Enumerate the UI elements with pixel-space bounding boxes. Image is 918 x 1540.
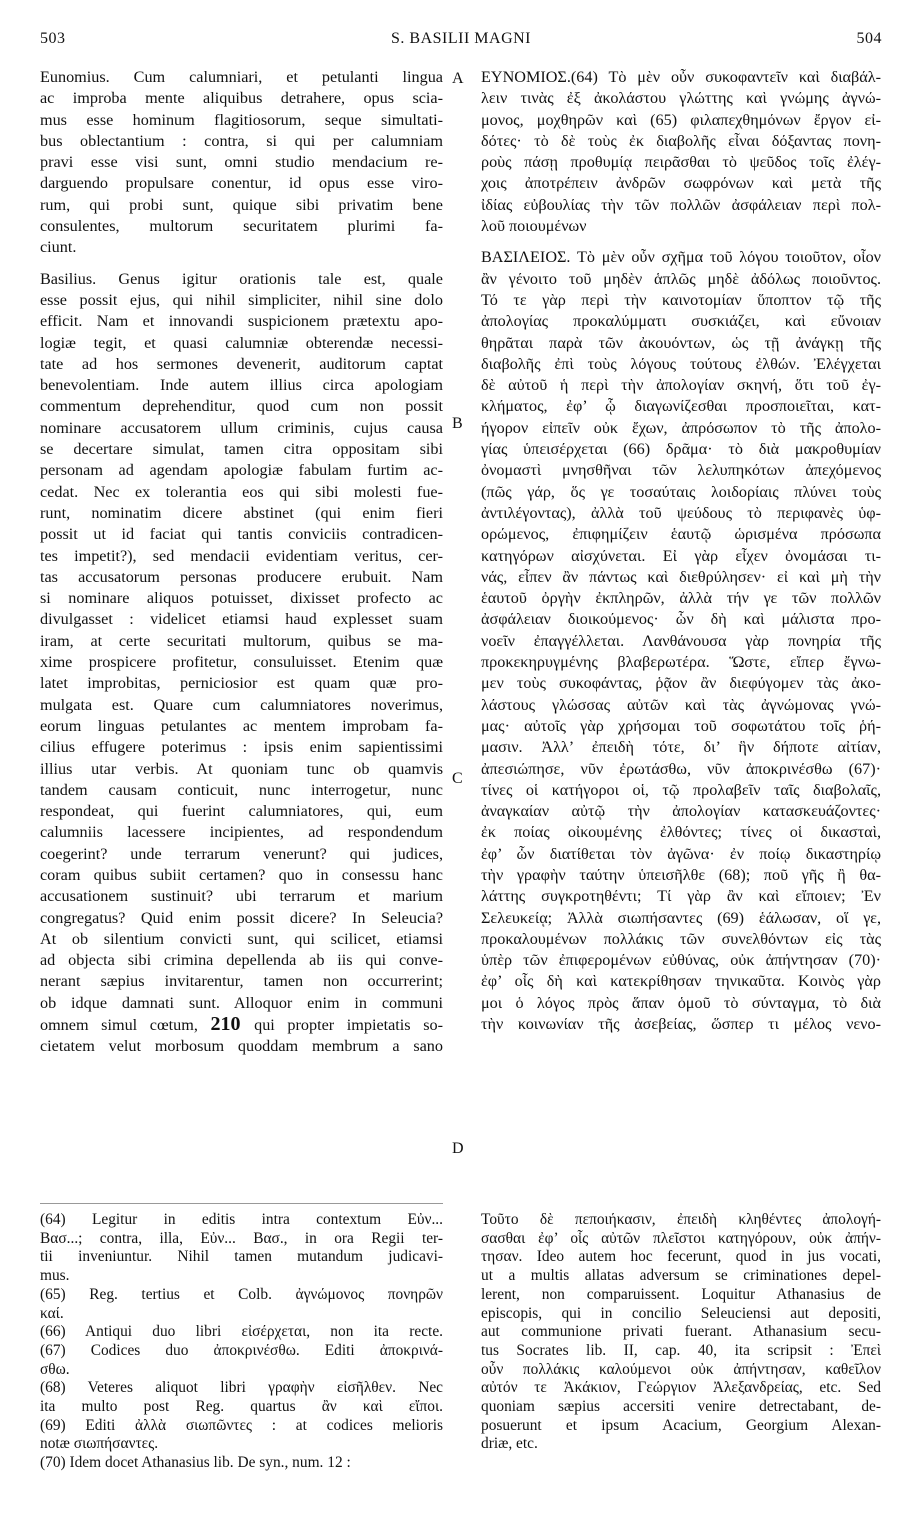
text-line: ἐκ ποίας οἰκουμένης ἐλθόντες; τίνες οἱ δικασταὶ, (481, 823, 881, 842)
text-line: ορώμενος, ἐπιφημίζειν ἑαυτῷ ὡρισμένα πρόσωπα (481, 525, 881, 544)
text-line: δὲ αὐτοῦ ἡ περὶ τὴν ἀπολογίαν σκηνή, ὅτι τοῦ ἐγ- (481, 376, 881, 395)
text-line: commentum deprehenditur, quod cum non possit (40, 397, 443, 416)
footnote-line: Βασ...; contra, illa, Εὐν... Βασ., in ora Regii ter- (40, 1229, 443, 1247)
text-fragment: omnem simul cœtum, (40, 1016, 198, 1035)
text-line: nerant sæpius invitarentur, tamen non occurrerint; (40, 972, 443, 991)
text-line: ἀντιλέγοντας), ἀλλὰ τοῦ ψεύδους τὸ περιφανὲς ὑφ- (481, 503, 881, 522)
footnote-line: aut communione privati fuerant. Athanasium secu- (481, 1323, 881, 1341)
footnote-line: notæ σιωπήσαντες. (40, 1435, 159, 1453)
text-line: efficit. Nam et innovandi suspicionem prætextu apo- (40, 312, 443, 331)
text-line: θηρᾶται παρὰ τῶν ἀκουόντων, ὡς τῇ ἀνάγκῃ τῆς (481, 333, 881, 352)
text-line: accusationem sustinuit? ubi terrarum et marium (40, 887, 443, 906)
text-line: λειν τινὰς ἐξ ἀκολάστου γλώττης καὶ γνώμης ἀγνώ- (481, 89, 881, 108)
text-line: ΕΥΝΟΜΙΟΣ.(64) Τὸ μὲν οὖν συκοφαντεῖν καὶ διαβάλ- (481, 68, 881, 86)
text-line: cedat. Nec ex tolerantia eos qui sibi molesti fue- (40, 482, 443, 501)
text-line: ἂν γένοιτο τοῦ μηδὲν ἁπλῶς μηδὲ ἀδόλως ποιοῦντος. (481, 269, 881, 288)
text-line: διαβολῆς ἐπὶ τοὺς λόγους τούτους ἐλθών. Ἐλέγχεται (481, 354, 881, 373)
text-line: ήγορον εἰπεῖν οὐκ ἔχων, ἀπρόσωπον τὸ τῆς ἀπολο- (481, 418, 881, 437)
latin-column (40, 67, 443, 1058)
text-line: ὑπὲρ τῶν ἐπιφερομένων εὐθύνας, οὐκ ἀπήντησαν (70)· (481, 951, 881, 970)
text-line: ἀσφάλειαν διοικούμενος· ὧν δὴ καὶ μάλιστα προ- (481, 610, 881, 629)
margin-letter-d: D (452, 1140, 464, 1157)
text-line: nominare accusatorem ullum criminis, cujus causa (40, 418, 443, 437)
footnote-line: tii inveniuntur. Nihil tamen mutandum judicavi- (40, 1248, 443, 1266)
text-line: mulgata est. Quare cum calumniatores noverimus, (40, 695, 443, 714)
page-number-right: 504 (856, 30, 882, 47)
footnote-line: posuerunt et ipsum Acacium, Georgium Alexan- (481, 1416, 881, 1434)
text-line: Τό τε γὰρ περὶ τὴν καινοτομίαν ὕποπτον τῷ τῆς (481, 290, 881, 309)
text-fragment: qui propter impietatis so- (254, 1016, 444, 1035)
greek-paragraph-basilius (481, 247, 881, 1035)
text-line: se decertare simulat, tamen citra oppositam sibi (40, 440, 443, 459)
latin-paragraph-basilius (40, 269, 443, 1058)
text-line: ἐφ’ οἷς δὴ καὶ κατεκρίθησαν τηνικαῦτα. Κοινὸς γὰρ (481, 972, 881, 991)
text-line (40, 1014, 443, 1036)
text-line: μεν τοὺς συκοφάντας, ῥᾷον ἂν διεφύγομεν τὰς ἀκο- (481, 674, 881, 693)
text-line: νοεῖν ἐπαγγέλλεται. Λανθάνουσα γὰρ πονηρία τῆς (481, 631, 881, 650)
text-line: runt, nominatim dicere abstinet (qui enim fieri (40, 503, 443, 522)
text-line: νάς, εἶπεν ἂν πάντως καὶ διεθρύλησεν· εἰ καὶ μὴ τὴν (481, 567, 881, 586)
text-line: darguendo propulsare conentur, id opus esse viro- (40, 174, 443, 193)
text-line: γίας ὑπεισέρχεται (66) δρᾶμα· τὸ διὰ μακροθυμίαν (481, 440, 881, 459)
text-line: possit ut id faciat qui tantis conviciis contradicen- (40, 525, 443, 544)
latin-paragraph-eunomius (40, 67, 443, 259)
footnote-line: οὖν πολλάκις καλούμενοι οὐκ ἀπήντησαν, καθεῖλον (481, 1360, 881, 1378)
footnote-line: (69) Editi ἀλλὰ σιωπῶντες : at codices melioris (40, 1416, 443, 1434)
text-line: eorum linguas petulantes ac mentem improbam fa- (40, 716, 443, 735)
text-line: κατηγόρων αἰσχύνεται. Εἰ γὰρ εἶχεν ὀνομάσαι τι- (481, 546, 881, 565)
text-line: μασιν. Ἀλλ’ ἐπειδὴ τότε, δι’ ἣν δήποτε αἰτίαν, (481, 738, 881, 757)
text-line: mus esse hominum flagitiosorum, seque simultati- (40, 110, 443, 129)
footnote-line: αὐτόν τε Ἀκάκιον, Γεώργιον Ἀλεξανδρείας, etc. Sed (481, 1379, 881, 1397)
footnote-line: (66) Antiqui duo libri εἰσέρχεται, non ita recte. (40, 1323, 443, 1341)
greek-paragraph-eunomius (481, 67, 881, 237)
text-line: At ob silentium convicti sunt, qui scilicet, etiamsi (40, 929, 443, 948)
running-header (40, 30, 882, 52)
text-line: ob idque damnati sunt. Alloquor enim in communi (40, 993, 443, 1012)
text-line: (πῶς γάρ, ὅς γε τοσαύταις λοιδορίαις πλύνει τοὺς (481, 482, 881, 501)
text-line: μονος, μοχθηρῶν καὶ (65) φιλαπεχθημόνων ἔργον εἰ- (481, 110, 881, 129)
text-line: tate ad hos sermones devenerit, auditorum captat (40, 354, 443, 373)
text-line: tandem causam conticuit, nunc interrogetur, nunc (40, 780, 443, 799)
text-line: ac improba mente aliquibus detrahere, opus scia- (40, 89, 443, 108)
text-line: ἰδίας εὐβουλίας τὴν τῶν πολλῶν ἀσφάλειαν περὶ πολ- (481, 195, 881, 214)
page-number-left: 503 (40, 30, 66, 47)
text-line: λάττης συγκροτηθέντι; Τί γὰρ ἂν καὶ εἴποιεν; Ἐν (481, 887, 881, 906)
greek-column (481, 67, 881, 1035)
text-line: τίνες οἱ κατήγοροι οἱ, τῷ προλαβεῖν ταῖς διαβολαῖς, (481, 780, 881, 799)
footnote-rule (40, 1203, 443, 1204)
text-line: ad objecta sibi crimina depellenda ab iis qui conve- (40, 951, 443, 970)
footnote-line: (70) Idem docet Athanasius lib. De syn., num. 12 : (40, 1454, 351, 1472)
text-line: iram, at certe securitati multorum, quibus se ma- (40, 631, 443, 650)
text-line: τὴν γραφὴν ταύτην ὑπεισῆλθε (68); ποῦ γῆς ἢ θα- (481, 865, 881, 884)
text-line: Eunomius. Cum calumniari, et petulanti lingua (40, 68, 443, 86)
text-line: τὴν κοινωνίαν τῆς ἀσεβείας, ὥσπερ τι μέλος νενο- (481, 1015, 881, 1034)
footnote-line: καί. (40, 1304, 64, 1322)
text-line: coegerint? unde terrarum venerunt? qui judices, (40, 844, 443, 863)
margin-letter-b: B (452, 415, 463, 432)
text-line: ἀπολογίας προκαλύμματι συσκιάζει, καὶ εὔνοιαν (481, 312, 881, 331)
margin-letter-a: A (452, 70, 464, 87)
text-line: pravi esse visi sunt, omni studio mendacium re- (40, 153, 443, 172)
footnote-line: mus. (40, 1267, 70, 1285)
text-line: ροὺς πάσῃ προθυμίᾳ πειρᾶσθαι τὸ ψεῦδος τοῖς ἐλέγ- (481, 153, 881, 172)
footnote-line: σθω. (40, 1360, 70, 1378)
text-line: ἐφ’ ὧν διατίθεται τὸν ἀγῶνα· ἐν ποίῳ δικαστηρίῳ (481, 844, 881, 863)
text-line: esse possit ejus, qui nihil simpliciter, nihil sine dolo (40, 290, 443, 309)
text-line: ἑαυτοῦ ὀργὴν ἐκπληρῶν, ἀλλὰ τήν γε τῶν πολλῶν (481, 589, 881, 608)
margin-letter-c: C (452, 770, 463, 787)
text-line: xime prospicere profitetur, consuluisset. Etenim quæ (40, 653, 443, 672)
column-number: 210 (210, 1013, 255, 1036)
text-line: χοις ἀποτρέπειν ἀνδρῶν σωφρόνων καὶ μετὰ τῆς (481, 174, 881, 193)
text-line: tes impetit?), sed mendacii evidentiam veritus, cer- (40, 546, 443, 565)
footnote-line: (67) Codices duo ἀποκρινέσθω. Editi ἀποκρινά- (40, 1341, 443, 1359)
text-line: benevolentiam. Inde autem illius circa apologiam (40, 376, 443, 395)
footnotes-left (40, 1211, 443, 1473)
footnote-line: driæ, etc. (481, 1435, 538, 1453)
text-line: ἀναγκαίαν αὐτῷ τὴν ἀπολογίαν κατασκευάζοντες· (481, 802, 881, 821)
footnote-line: τησαν. Ideo autem hoc fecerunt, quod in jus vocati, (481, 1248, 881, 1266)
text-line: congregatus? Quid enim possit dicere? In Seleucia? (40, 908, 443, 927)
footnote-line: Τοῦτο δὲ πεποιήκασιν, ἐπειδὴ κληθέντες ἀπολογή- (481, 1211, 881, 1228)
footnote-line: quoniam sæpius accersiti venire detrectabant, de- (481, 1398, 881, 1416)
text-line: respondeat, qui fuerint calumniatores, qui, eum (40, 802, 443, 821)
text-line: ciunt. (40, 238, 77, 257)
text-line: κλήματος, ἐφ’ ᾧ διαγωνίζεσθαι προσποιεῖται, κατ- (481, 397, 881, 416)
text-line: λάστους γλώσσας αὐτῶν καὶ τὰς ἀγνώμονας γνώ- (481, 695, 881, 714)
text-line: ὀνομαστὶ μνησθῆναι τῶν λελυπηκότων ἀπεχόμενος (481, 461, 881, 480)
footnote-line: lerent, non comparuissent. Loquitur Athanasius de (481, 1285, 881, 1303)
footnote-line: σασθαι ἐφ’ οἷς αὐτῶν πλεῖστοι κατηγόρουν, οὐκ ἀπήν- (481, 1229, 881, 1247)
text-line: ΒΑΣΙΛΕΙΟΣ. Τὸ μὲν οὖν σχῆμα τοῦ λόγου τοιοῦτον, οἷον (481, 248, 881, 267)
footnote-line: ut a multis allatas adversum se criminationes depel- (481, 1267, 881, 1285)
footnote-line: (68) Veteres aliquot libri γραφὴν εἰσῆλθεν. Nec (40, 1379, 443, 1397)
text-line: λοῦ ποιουμένων (481, 217, 587, 236)
text-line: latet improbitas, perniciosior est quam quæ pro- (40, 674, 443, 693)
text-line: μας· αὐτοῖς γὰρ χρήσομαι τοῦ σοφωτάτου τοῖς ῥή- (481, 716, 881, 735)
running-title: S. BASILII MAGNI (391, 30, 531, 47)
footnotes-right (481, 1211, 881, 1454)
text-line: ἀπεσιώπησε, νῦν ἐρωτάσθω, νῦν ἀποκρινέσθω (67)· (481, 759, 881, 778)
text-line: bus oblectantium : contra, si qui per calumniam (40, 131, 443, 150)
footnote-line: (65) Reg. tertius et Colb. ἀγνώμονος πονηρῶν (40, 1285, 443, 1303)
text-line: illius utar verbis. At quoniam tunc ob quamvis (40, 759, 443, 778)
text-line: Σελευκείᾳ; Ἀλλὰ σιωπήσαντες (69) ἑάλωσαν, οἵ γε, (481, 908, 881, 927)
text-line: cietatem velut morbosum quoddam membrum a sano (40, 1037, 443, 1056)
text-line: Basilius. Genus igitur orationis tale est, quale (40, 269, 443, 288)
text-line: personam ad agendam apologiæ fabulam furtim ac- (40, 461, 443, 480)
footnote-line: (64) Legitur in editis intra contextum Εὐν... (40, 1211, 443, 1228)
text-line: προκεκηρυγμένης βλαβερωτέρα. Ὥστε, εἴπερ ἔγνω- (481, 653, 881, 672)
footnote-line: ita multo post Reg. quartus ἂν καὶ εἴποι. (40, 1398, 443, 1416)
footnote-line: tus Socrates lib. II, cap. 40, ita scripsit : Ἐπεὶ (481, 1341, 881, 1359)
text-line: si nominare aliquos potuisset, dixisset profecto ac (40, 589, 443, 608)
text-line: consulentes, multorum securitatem plurimi fa- (40, 217, 443, 236)
text-line: tas accusatorum personas producere erubuit. Nam (40, 567, 443, 586)
footnote-line: episcopis, qui in concilio Seleuciensi aut depositi, (481, 1304, 881, 1322)
text-line: προκαλουμένων πολλάκις τῶν συνελθόντων εἰς τὰς (481, 929, 881, 948)
text-line: cilius effugere poterimus : ipsis enim sapientissimi (40, 738, 443, 757)
text-line: δότες· τὸ δὲ τοὺς ἐκ διαβολῆς εἶναι δόξαντας πονη- (481, 131, 881, 150)
text-line: coram quibus subiit certamen? quo in consessu hanc (40, 865, 443, 884)
text-line: calumniis lacessere incipientes, ad respondendum (40, 823, 443, 842)
text-line: divulgasset : videlicet etiamsi haud explesset suam (40, 610, 443, 629)
text-line: μοι ὁ λόγος πρὸς ἅπαν ὁμοῦ τὸ σύνταγμα, τὸ διὰ (481, 993, 881, 1012)
text-line: logiæ tegit, et quasi calumniæ obterendæ necessi- (40, 333, 443, 352)
text-line: rum, qui probi sunt, quique sibi privatim bene (40, 195, 443, 214)
